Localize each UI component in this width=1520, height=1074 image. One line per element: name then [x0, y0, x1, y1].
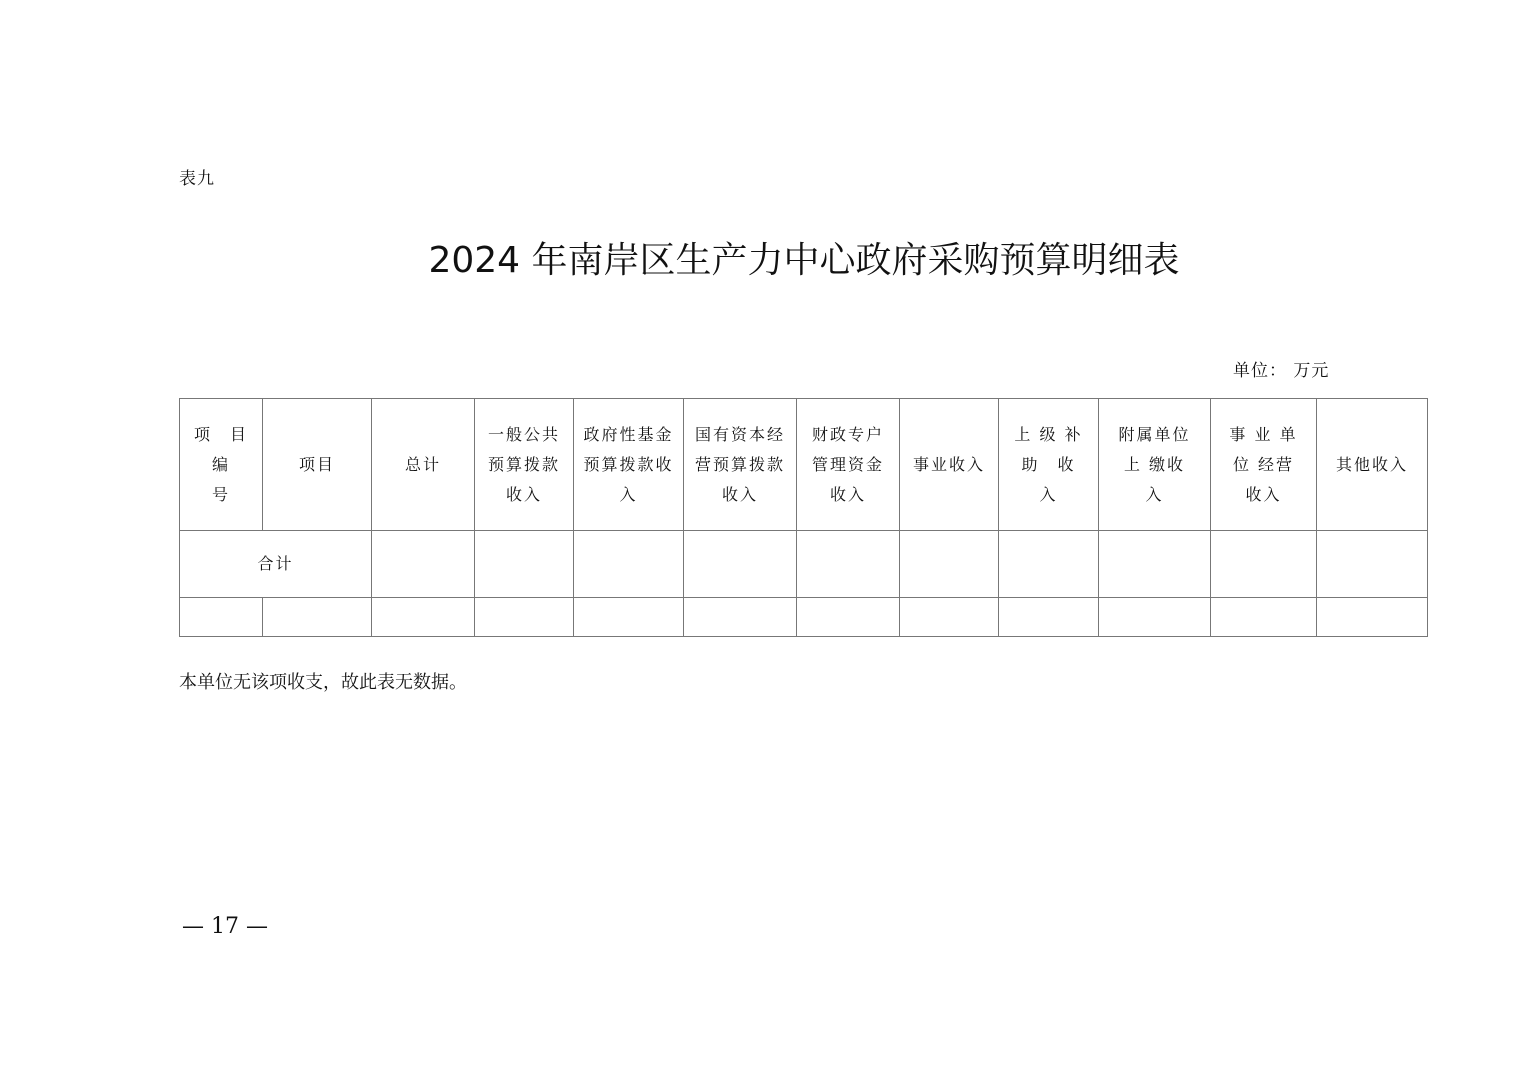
- table-cell: [797, 531, 900, 598]
- table-total-row: [180, 531, 1428, 598]
- table-header-row: [180, 399, 1428, 531]
- table-cell: [372, 598, 475, 637]
- table-cell: [475, 598, 574, 637]
- table-cell: [684, 598, 797, 637]
- header-total: 总计: [372, 399, 475, 531]
- table-cell: [1211, 598, 1317, 637]
- table-cell: [999, 598, 1099, 637]
- table-cell: [1099, 531, 1211, 598]
- table-cell: [797, 598, 900, 637]
- page-number: — 17 —: [182, 914, 268, 939]
- table-cell: [1317, 531, 1428, 598]
- table-cell: [900, 598, 999, 637]
- table-label: 表九: [179, 169, 215, 189]
- table-cell: [1099, 598, 1211, 637]
- header-affiliated-unit-remittance: 附属单位 上 缴收 入: [1099, 399, 1211, 531]
- table-cell: [999, 531, 1099, 598]
- header-state-capital-budget: 国有资本经 营预算拨款 收入: [684, 399, 797, 531]
- document-title: 2024 年南岸区生产力中心政府采购预算明细表: [428, 240, 1180, 281]
- header-project: 项目: [263, 399, 372, 531]
- no-data-note: 本单位无该项收支，故此表无数据。: [179, 672, 467, 693]
- table-cell: [263, 598, 372, 637]
- table-cell: [1211, 531, 1317, 598]
- header-government-fund-budget: 政府性基金 预算拨款收 入: [574, 399, 684, 531]
- table-cell: [900, 531, 999, 598]
- table-cell: [574, 531, 684, 598]
- header-fiscal-special-account: 财政专户 管理资金 收入: [797, 399, 900, 531]
- header-business-unit-operating: 事 业 单 位 经营 收入: [1211, 399, 1317, 531]
- table-cell: [372, 531, 475, 598]
- header-project-code: 项 目 编 号: [180, 399, 263, 531]
- table-cell: [475, 531, 574, 598]
- header-other-income: 其他收入: [1317, 399, 1428, 531]
- table-row: [180, 598, 1428, 637]
- unit-label: 单位： 万元: [1233, 361, 1330, 381]
- table-cell: [180, 598, 263, 637]
- header-business-income: 事业收入: [900, 399, 999, 531]
- header-superior-subsidy: 上 级 补 助 收 入: [999, 399, 1099, 531]
- header-general-public-budget: 一般公共 预算拨款 收入: [475, 399, 574, 531]
- table-cell: [684, 531, 797, 598]
- table-cell: [1317, 598, 1428, 637]
- total-label: 合计: [180, 531, 372, 598]
- budget-table: [179, 398, 1428, 637]
- table-cell: [574, 598, 684, 637]
